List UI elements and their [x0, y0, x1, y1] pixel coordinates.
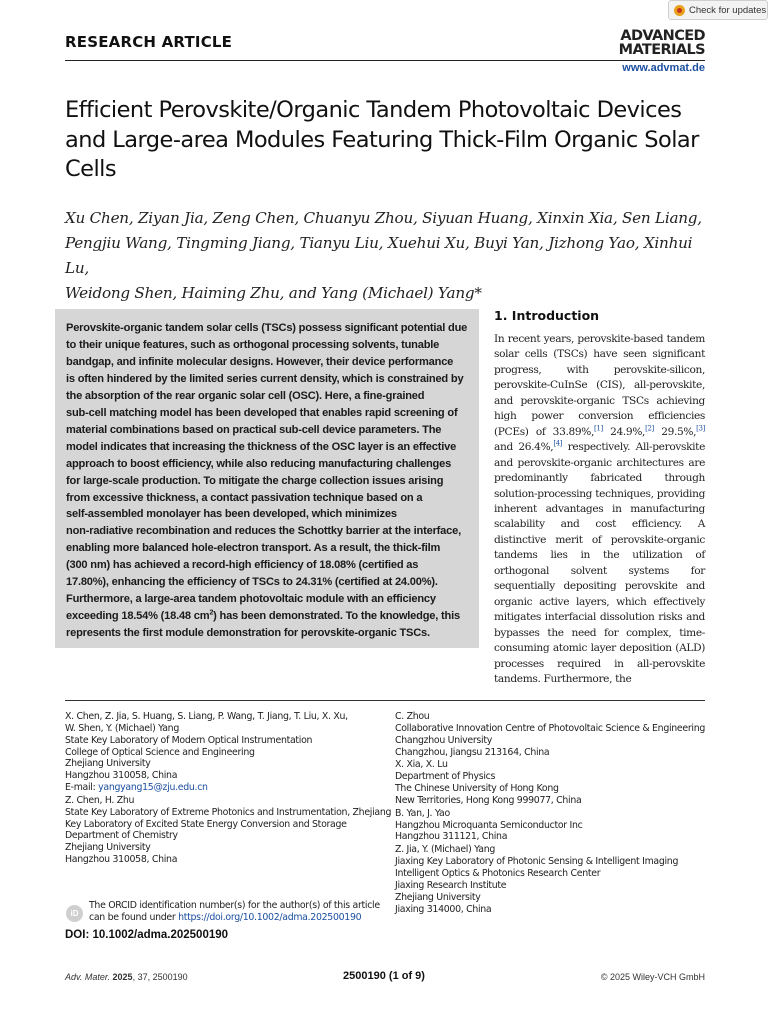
affiliation-block [395, 808, 715, 844]
crossmark-icon [674, 5, 685, 16]
reference-link[interactable]: [3] [696, 424, 705, 433]
affiliation-line: Hangzhou Microquanta Semiconductor Inc [395, 819, 583, 831]
abstract-line: ) has been demonstrated. To the knowledge, this [213, 610, 460, 623]
affiliation-line: X. Chen, Z. Jia, S. Huang, S. Liang, P. Wang, T. Jiang, T. Liu, X. Xu, [65, 711, 348, 722]
abstract-line: model indicates that increasing the thickness of the OSC layer is an effective [66, 440, 457, 453]
abstract-line: 17.80%), enhancing the efficiency of TSCs to 24.31% (certified at 24.00%). [66, 576, 438, 589]
journal-logo-line1: ADVANCED [620, 28, 705, 44]
email-line [65, 782, 385, 794]
intro-text-segment: In recent years, perovskite-based tandem solar cells (TSCs) have seen significant progress, with perovskite-silicon, perovskite-CuInSe (CIS), all-perovskite, and perovskite-organic TSCs achieving high power conversion efficiencies (PCEs) of 33.89%, [494, 333, 705, 438]
email-link[interactable]: yangyang15@zju.edu.cn [98, 782, 208, 794]
affiliation-line: The Chinese University of Hong Kong [395, 783, 559, 795]
introduction-text [494, 332, 705, 687]
footer-journal: Adv. Mater. [65, 972, 111, 982]
reference-link[interactable]: [2] [645, 424, 654, 433]
author-list [65, 206, 715, 306]
affiliation-line: Jiaxing Key Laboratory of Photonic Sensing & Intelligent Imaging [395, 856, 679, 868]
abstract-line: enabling more balanced hole-electron transport. As a result, the thick-film [66, 542, 441, 555]
superscript: 2 [209, 609, 214, 617]
affiliation-line: Jiaxing 314000, China [395, 903, 492, 915]
article-title: Efficient Perovskite/Organic Tandem Photovoltaic Devices and Large-area Modules Featuring Thick-Film Organic Solar Cells [65, 97, 699, 182]
affiliation-line: Zhejiang University [65, 758, 151, 770]
affiliation-block [65, 711, 385, 794]
affiliation-line: Zhejiang University [395, 891, 481, 903]
affiliation-line: B. Yan, J. Yao [395, 807, 450, 819]
author-line: Weidong Shen, Haiming Zhu, and Yang (Michael) Yang* [65, 284, 482, 302]
affiliation-line: Hangzhou 311121, China [395, 831, 508, 843]
article-doi: DOI: 10.1002/adma.202500190 [65, 929, 229, 941]
abstract-box [55, 309, 479, 648]
affiliation-line: State Key Laboratory of Extreme Photonics and Instrumentation, Zhejiang [65, 806, 392, 818]
journal-logo-line2: MATERIALS [618, 42, 705, 58]
orcid-note [89, 900, 389, 924]
check-for-updates-label: Check for updates [689, 4, 767, 16]
affiliation-block [395, 759, 715, 806]
affiliation-line: New Territories, Hong Kong 999077, China [395, 794, 582, 806]
article-type-label: RESEARCH ARTICLE [65, 33, 233, 51]
intro-text-segment: and 26.4%, [494, 441, 554, 454]
affiliation-line: Key Laboratory of Excited State Energy Conversion and Storage [65, 818, 347, 830]
section-heading-introduction: 1. Introduction [494, 308, 600, 323]
email-label: E-mail: [65, 782, 99, 794]
reference-link[interactable]: [1] [594, 424, 603, 433]
header-divider [65, 60, 705, 61]
abstract-line: (300 nm) has achieved a record-high efficiency of 18.08% (certified as [66, 559, 419, 572]
affiliations-left-column [65, 711, 392, 867]
affiliation-line: Jiaxing Research Institute [395, 879, 507, 891]
abstract-line: exceeding 18.54% (18.48 cm [66, 610, 210, 623]
intro-text-segment: respectively. All-perovskite and perovskite-organic architectures are predominantly fabricated through solution-processing techniques, providing inherent advantages in manufacturing scalability and cost efficiency. A distinctive merit of perovskite-organic tandems lies in the utilization of orthogonal solvent systems for sequentially depositing perovskite and organic active layers, which effectively mitigates interfacial dissolution risks and bypasses the need for complex, time-consuming atomic layer deposition (ALD) processes required in all-perovskite tandems. Furthermore, the [494, 441, 706, 685]
affiliation-line: Department of Chemistry [65, 830, 178, 842]
abstract-line: represents the first module demonstration for perovskite-organic TSCs. [66, 627, 430, 640]
affiliation-block [65, 794, 392, 866]
affiliation-line: Hangzhou 310058, China [65, 854, 178, 866]
affiliations-divider [65, 700, 705, 701]
affiliation-line: C. Zhou [395, 711, 430, 722]
footer-volume: , 37, 2500190 [132, 972, 188, 982]
orcid-icon: iD [66, 905, 83, 922]
affiliation-line: Z. Jia, Y. (Michael) Yang [395, 844, 496, 856]
footer-citation [65, 972, 188, 982]
journal-url-link[interactable]: www.advmat.de [622, 62, 705, 74]
affiliation-block [395, 711, 715, 758]
affiliation-line: Department of Physics [395, 771, 496, 783]
affiliation-line: Changzhou, Jiangsu 213164, China [395, 746, 550, 758]
abstract-line: self-assembled monolayer has been developed, which minimizes [66, 508, 397, 521]
affiliation-line: W. Shen, Y. (Michael) Yang [65, 722, 179, 734]
journal-logo [560, 29, 705, 57]
reference-link[interactable]: [4] [553, 439, 563, 448]
abstract-text [66, 320, 469, 642]
affiliation-line: Hangzhou 310058, China [65, 770, 178, 782]
orcid-note-line: The ORCID identification number(s) for the author(s) of this article [89, 900, 380, 911]
affiliation-line: Changzhou University [395, 734, 492, 746]
abstract-line: Perovskite-organic tandem solar cells (TSCs) possess significant potential due [66, 322, 468, 334]
affiliations-right-column [395, 711, 715, 916]
abstract-line: non-radiative recombination and reduces the Schottky barrier at the interface, [66, 525, 461, 538]
abstract-line: material combinations based on practical sub-cell device parameters. The [66, 423, 442, 436]
affiliation-line: Intelligent Optics & Photonics Research Center [395, 867, 601, 879]
abstract-line: from excessive thickness, a contact passivation technique based on a [66, 491, 423, 504]
abstract-line: approach to boost efficiency, while also reducing manufacturing challenges [66, 457, 452, 470]
abstract-line: to their unique features, such as orthogonal processing solvents, tunable [66, 338, 440, 351]
affiliation-line: Z. Chen, H. Zhu [65, 794, 135, 806]
check-for-updates-button[interactable] [668, 0, 768, 20]
author-line: Pengjiu Wang, Tingming Jiang, Tianyu Liu, Xuehui Xu, Buyi Yan, Jizhong Yao, Xinhui Lu, [65, 234, 693, 277]
author-line: Xu Chen, Ziyan Jia, Zeng Chen, Chuanyu Zhou, Siyuan Huang, Xinxin Xia, Sen Liang, [65, 209, 702, 227]
affiliation-line: Collaborative Innovation Centre of Photovoltaic Science & Engineering [395, 722, 706, 734]
orcid-doi-link[interactable]: https://doi.org/10.1002/adma.202500190 [178, 912, 362, 923]
footer-copyright: © 2025 Wiley-VCH GmbH [600, 972, 705, 982]
affiliation-line: X. Xia, X. Lu [395, 759, 448, 771]
abstract-line: for large-scale production. To mitigate the charge collection issues arising [66, 474, 444, 487]
footer-year: 2025 [112, 972, 133, 982]
abstract-line: the absorption of the rear organic solar cell (OSC). Here, a fine-grained [66, 389, 425, 402]
affiliation-line: Zhejiang University [65, 842, 151, 854]
intro-text-segment: 24.9%, [602, 425, 646, 438]
abstract-line: is often hindered by the limited series current density, which is constrained by [66, 372, 464, 385]
affiliation-block [395, 844, 715, 915]
page-number: 2500190 (1 of 9) [343, 970, 425, 982]
orcid-note-line: can be found under [89, 912, 179, 923]
abstract-line: Furthermore, a large-area tandem photovoltaic module with an efficiency [66, 593, 436, 606]
abstract-line: sub-cell matching model has been developed that enables rapid screening of [66, 406, 458, 419]
affiliation-line: State Key Laboratory of Modern Optical Instrumentation [65, 734, 313, 746]
affiliation-line: College of Optical Science and Engineering [65, 746, 255, 758]
intro-text-segment: 29.5%, [653, 425, 697, 438]
abstract-line: bandgap, and infinite molecular designs. However, their device performance [66, 355, 454, 368]
